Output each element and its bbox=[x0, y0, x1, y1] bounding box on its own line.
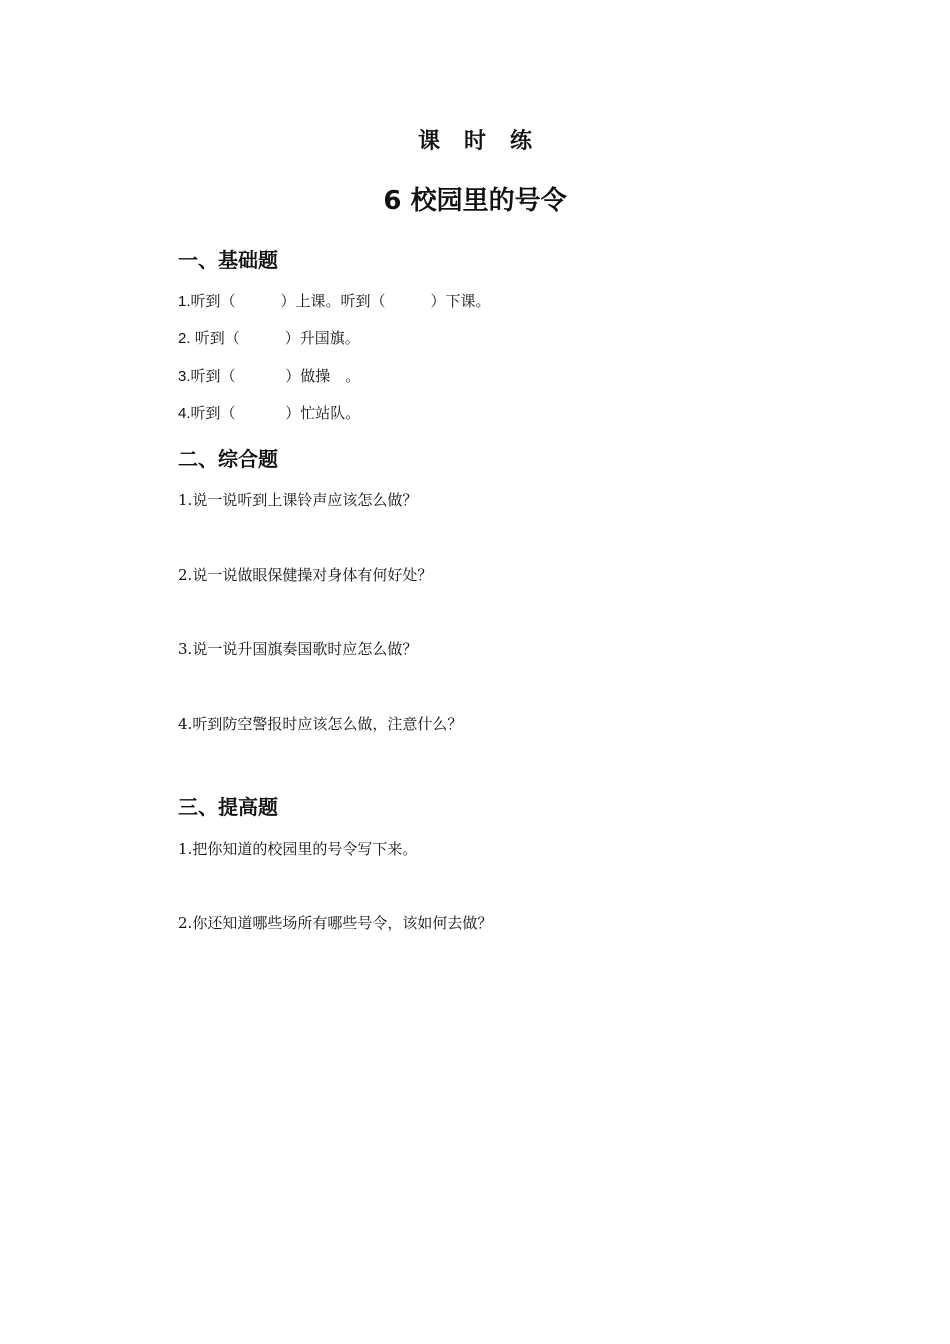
question-number: 2. bbox=[178, 330, 195, 347]
question-comprehensive-4 bbox=[178, 713, 462, 734]
question-text: 你还知道哪些场所有哪些号令，该如何去做？ bbox=[192, 914, 493, 932]
section-heading-comprehensive: 二、综合题 bbox=[178, 447, 278, 471]
question-number: 3. bbox=[178, 368, 191, 385]
question-text: 听到（ ）上课。听到（ ）下课。 bbox=[190, 292, 491, 310]
question-text: 听到（ ）做操 。 bbox=[190, 367, 361, 385]
question-text: 听到（ ）升国旗。 bbox=[194, 329, 360, 347]
question-basic-4 bbox=[178, 402, 360, 423]
question-comprehensive-2 bbox=[178, 564, 432, 585]
question-text: 说一说做眼保健操对身体有何好处？ bbox=[192, 566, 433, 584]
document-header: 课时练 bbox=[417, 129, 556, 154]
question-text: 听到（ ）忙站队。 bbox=[190, 404, 361, 422]
question-text: 把你知道的校园里的号令写下来。 bbox=[192, 840, 418, 858]
question-comprehensive-1 bbox=[178, 489, 417, 510]
question-basic-2 bbox=[178, 327, 360, 348]
question-basic-1 bbox=[178, 290, 491, 311]
question-text: 说一说听到上课铃声应该怎么做？ bbox=[192, 491, 418, 509]
lesson-title: 6 校园里的号令 bbox=[383, 186, 567, 216]
question-advanced-1 bbox=[178, 838, 417, 859]
question-number: 1. bbox=[178, 293, 191, 310]
section-heading-advanced: 三、提高题 bbox=[178, 795, 278, 819]
question-basic-3 bbox=[178, 365, 360, 386]
question-text: 说一说升国旗奏国歌时应怎么做？ bbox=[192, 640, 418, 658]
question-number: 4. bbox=[178, 715, 193, 733]
question-number: 1. bbox=[178, 491, 193, 509]
question-number: 2. bbox=[178, 566, 193, 584]
section-heading-basic: 一、基础题 bbox=[178, 248, 278, 272]
question-number: 3. bbox=[178, 640, 193, 658]
question-number: 2. bbox=[178, 914, 193, 932]
question-number: 1. bbox=[178, 840, 193, 858]
question-advanced-2 bbox=[178, 912, 492, 933]
question-number: 4. bbox=[178, 405, 191, 422]
question-text: 听到防空警报时应该怎么做，注意什么？ bbox=[192, 715, 463, 733]
question-comprehensive-3 bbox=[178, 638, 417, 659]
